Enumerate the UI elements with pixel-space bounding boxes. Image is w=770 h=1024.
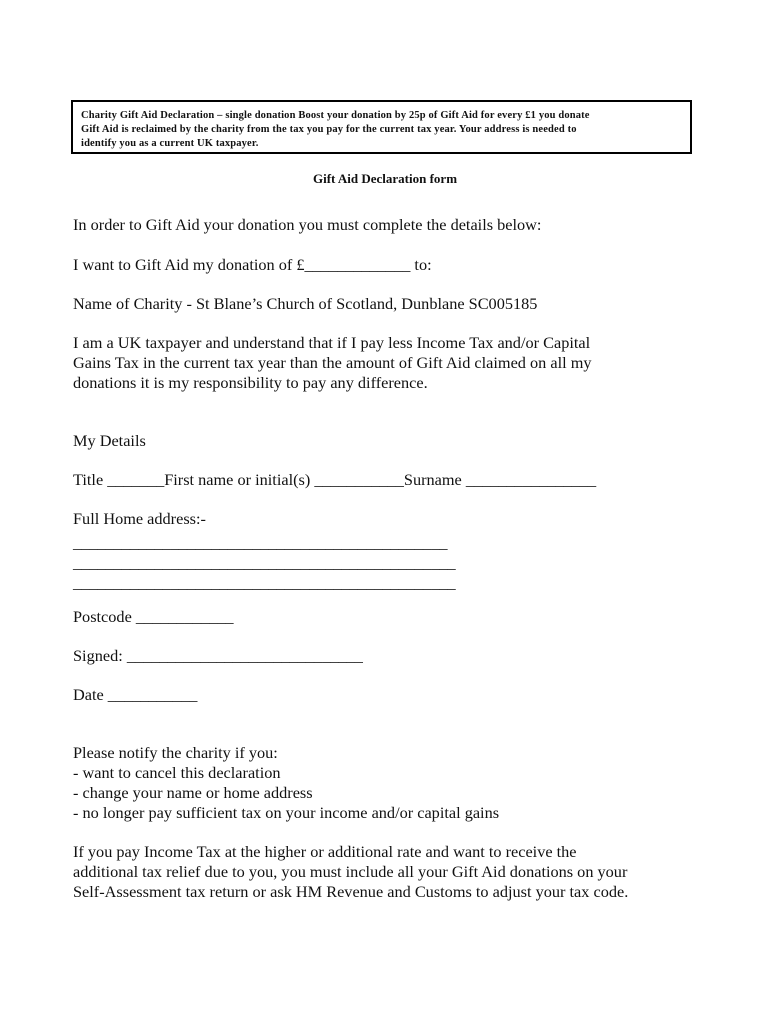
header-line-1: Charity Gift Aid Declaration – single donation Boost your donation by 25p of Gift Aid for every £1 you donate [81, 110, 590, 121]
address-label: Full Home address:- [73, 509, 206, 528]
my-details-heading: My Details [73, 431, 146, 450]
intro-text: In order to Gift Aid your donation you must complete the details below: [73, 215, 542, 234]
address-line-2: _______________________________________________ [73, 553, 456, 572]
notify-section [73, 743, 499, 823]
signature-line: Signed: _____________________________ [73, 646, 363, 665]
name-fields-line: Title _______First name or initial(s) ___________Surname ________________ [73, 470, 597, 489]
taxpayer-line-2: Gains Tax in the current tax year than the amount of Gift Aid claimed on all my [73, 353, 592, 372]
address-line-1: ______________________________________________ [73, 533, 448, 552]
address-lines [73, 533, 456, 593]
higher-rate-line-3: Self-Assessment tax return or ask HM Revenue and Customs to adjust your tax code. [73, 882, 629, 901]
address-line-3: _______________________________________________ [73, 573, 456, 592]
higher-rate-line-1: If you pay Income Tax at the higher or additional rate and want to receive the [73, 842, 577, 861]
notify-item: - want to cancel this declaration [73, 763, 281, 782]
higher-rate-line-2: additional tax relief due to you, you must include all your Gift Aid donations on your [73, 862, 628, 881]
postcode-line: Postcode ____________ [73, 607, 234, 626]
header-line-2: Gift Aid is reclaimed by the charity from the tax you pay for the current tax year. Your address is needed to [81, 124, 577, 135]
date-line: Date ___________ [73, 685, 198, 704]
header-line-3: identify you as a current UK taxpayer. [81, 138, 259, 149]
declaration-header-box [71, 100, 692, 154]
notify-heading: Please notify the charity if you: [73, 743, 278, 762]
charity-name-line: Name of Charity - St Blane’s Church of Scotland, Dunblane SC005185 [73, 294, 538, 313]
taxpayer-statement [73, 333, 592, 393]
higher-rate-note [73, 842, 628, 902]
notify-item: - change your name or home address [73, 783, 313, 802]
taxpayer-line-3: donations it is my responsibility to pay any difference. [73, 373, 428, 392]
donation-amount-line: I want to Gift Aid my donation of £_____________ to: [73, 255, 432, 274]
notify-item: - no longer pay sufficient tax on your income and/or capital gains [73, 803, 500, 822]
taxpayer-line-1: I am a UK taxpayer and understand that if I pay less Income Tax and/or Capital [73, 333, 591, 352]
declaration-header-text [81, 109, 684, 151]
form-title: Gift Aid Declaration form [312, 171, 458, 186]
